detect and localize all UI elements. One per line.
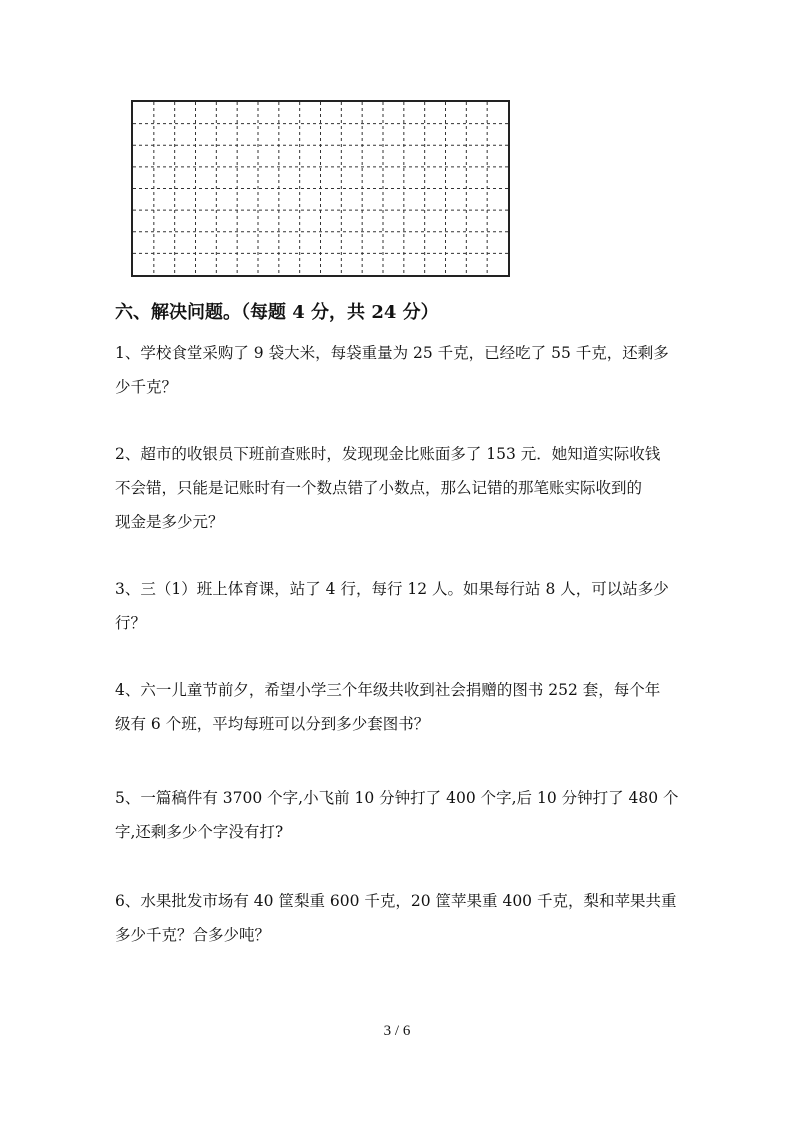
question-4 xyxy=(115,673,690,741)
question-2 xyxy=(115,437,690,539)
question-1 xyxy=(115,336,690,404)
question-line: 不会错，只能是记账时有一个数点错了小数点，那么记错的那笔账实际收到的 xyxy=(115,479,643,497)
question-5 xyxy=(115,781,690,849)
question-6 xyxy=(115,884,690,952)
question-line: 2、超市的收银员下班前查账时，发现现金比账面多了 153 元．她知道实际收钱 xyxy=(115,445,661,463)
question-line: 4、六一儿童节前夕，希望小学三个年级共收到社会捐赠的图书 252 套，每个年 xyxy=(115,681,661,699)
question-line: 级有 6 个班，平均每班可以分到多少套图书？ xyxy=(115,715,430,733)
question-line: 3、三（1）班上体育课，站了 4 行，每行 12 人。如果每行站 8 人，可以站多少 xyxy=(115,580,669,598)
question-line: 多少千克？合多少吨？ xyxy=(115,926,271,944)
question-line: 1、学校食堂采购了 9 袋大米，每袋重量为 25 千克，已经吃了 55 千克，还剩多 xyxy=(115,344,669,362)
question-line: 少千克？ xyxy=(115,378,178,396)
page-number: 3 / 6 xyxy=(383,1023,411,1039)
answer-grid xyxy=(131,100,510,277)
question-line: 6、水果批发市场有 40 筐梨重 600 千克，20 筐苹果重 400 千克，梨和苹果共重 xyxy=(115,892,677,910)
answer-grid-lines xyxy=(133,102,508,275)
question-3 xyxy=(115,572,690,640)
question-line: 5、一篇稿件有 3700 个字,小飞前 10 分钟打了 400 个字,后 10 分钟打了 480 个 xyxy=(115,789,679,807)
question-line: 字,还剩多少个字没有打? xyxy=(115,823,284,841)
question-line: 现金是多少元？ xyxy=(115,513,224,531)
section-heading: 六、解决问题。（每题 4 分，共 24 分） xyxy=(115,302,439,323)
question-line: 行？ xyxy=(115,614,147,632)
